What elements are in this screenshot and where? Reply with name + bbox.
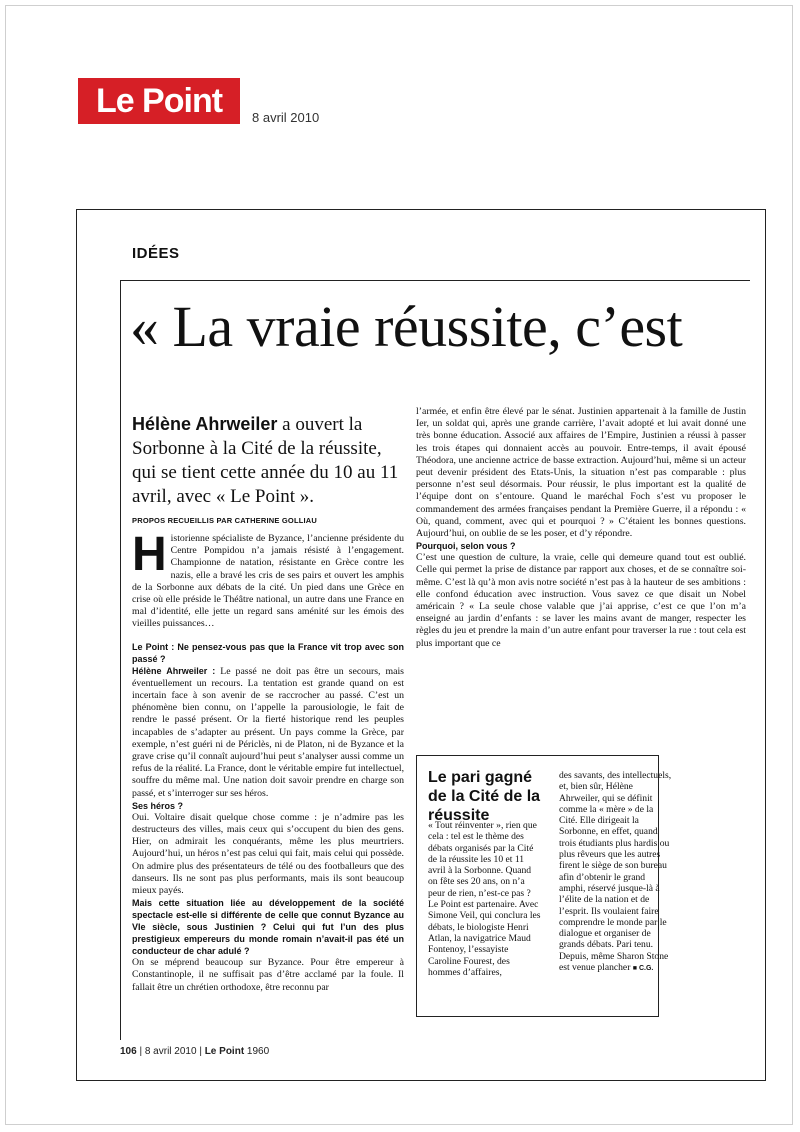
article-column-right — [416, 406, 746, 650]
headline: « La vraie réussite, c’est — [130, 294, 683, 359]
answer-3-continued: l’armée, et enfin être élevé par le sénat. Justinien appartenait à la famille de Justin Ier, un soldat qui, après une grande carrière, l’avait adopté et lui avait donné une très bonne éducation. Associé aux affaires de l’Empire, Justinien a réussi à passer les trois étapes qui donnaient accès au pouvoir. Entre-temps, il avait épousé Théodora, une ancienne actrice de basse extraction. Aujourd’hui, même si un acteur peut devenir président des Etats-Unis, la situation n’est pas comparable : plus personne n’est seul désormais. Pour réussir, le plus important est la qualité de l’équipe dont on s’entoure. Quand le maréchal Foch s’est vu proposer le commandement des armées françaises pendant la Première Guerre, il a répondu : « Où, quand, comment, avec qui et pourquoi ? » C’étaient les bonnes questions. Aujourd’hui, on oublie de se les poser, et d’y répondre. — [416, 406, 746, 540]
lead-name: Hélène Ahrweiler — [132, 414, 278, 434]
answer-4: C’est une question de culture, la vraie, celle qui demeure quand tout est oublié. Celle qui permet la prise de distance par rapport aux choses, et de se connaître soi-même. C’est là qu’à mon avis notre société n’est pas à la hauteur de ses ambitions : elle confond éducation avec instruction. Vous savez ce que disait un Nobel américain ? « La seule chose valable que j’ai apprise, c’est ce que l’on m’a enseigné au jardin d’enfants : se laver les mains avant de manger, respecter les règles du jeu et prendre la main d’un autre enfant pour traverser la rue : tout cela est plus important que ce — [416, 552, 746, 649]
answer-2: Oui. Voltaire disait quelque chose comme : je n’admire pas les destructeurs des villes, mais ceux qui s’occupent du bien des gens. Hier, on admirait les conquérants, même les plus meurtriers. Aujourd’hui, un héros n’est pas celui qui fait, mais celui qui possède. On admire plus des présentateurs de télé ou des footballeurs que des danseurs. Ils ne sont pas plus performants, mais ils sont beaucoup mieux payés. — [132, 811, 404, 897]
question-4: Pourquoi, selon vous ? — [416, 541, 516, 552]
article-column-left — [132, 533, 404, 994]
column-rule — [120, 280, 121, 1040]
le-point-logo: Le Point — [78, 78, 240, 124]
intro-text: istorienne spécialiste de Byzance, l’ancienne présidente du Centre Pompidou n’a jamais résisté à l’engagement. Championne de natation, résistante en Grèce contre les nazis, elle a bravé les cris de ses pairs et ouvert les amphis de la Sorbonne aux débats de la cité. Un pied dans une Grèce en crise où elle préside le Théâtre national, un autre dans une France en mal d’identité, elle jette un regard sans aménité sur les émois des vieilles puissances… — [132, 533, 404, 630]
sidebar-column-2-text: des savants, des intellectuels, et, bien sûr, Hélène Ahrweiler, qui se définit comme la « mère » de la Cité. Elle dirigeait la Sorbonne, en effet, quand trois étudiants plus hardis ou plus rêveurs que les autres firent le siège de son bureau afin d’obtenir le grand amphi, réservé jusque-là à l’élite de la nation et de l’esprit. Ils voulaient faire comprendre le monde par le dialogue et organiser de grands débats. Pari tenu. Depuis, même Sharon Stone est venue plancher — [559, 770, 672, 974]
lead-paragraph — [132, 412, 404, 509]
sidebar-title: Le pari gagné de la Cité de la réussite — [428, 769, 541, 824]
section-label: IDÉES — [132, 245, 180, 262]
answer-1-text: Le passé ne doit pas être un secours, mais éventuellement un recours. La tentation est grande quand on est incertain face à son avenir de se raccrocher au passé. C’est un phénomène bien connu, on l’appelle la parousiologie, le fait de rendre le passé présent. Or la fierté historique rend les peuples incapables de s’adapter au présent. Un pays comme la Grèce, par exemple, n’est guéri ni de Périclès, ni de Platon, ni de Byzance et la grave crise qu’il connaît aujourd’hui peut s’analyser aussi comme un refus de la réalité. La France, dont le véritable empire fut intellectuel, souffre du même mal. Une nation doit savoir prendre en charge son passé, et s’interroger sur ses héros. — [132, 665, 405, 799]
answer-1 — [132, 665, 404, 800]
page-footer — [120, 1046, 269, 1057]
headline-rule — [120, 280, 750, 281]
footer-date: | 8 avril 2010 | — [136, 1046, 205, 1057]
byline-credit: PROPOS RECUEILLIS PAR CATHERINE GOLLIAU — [132, 516, 318, 525]
sidebar-column-1: « Tout réinventer », rien que cela : tel est le thème des débats organisés par la Cité de la réussite les 10 et 11 avril à la Sorbonne. Quand on fête ses 20 ans, on n’a peur de rien, n’est-ce pas ? Le Point est partenaire. Avec Simone Veil, qui conclura les débats, le biologiste Henri Atlan, la navigatrice Maud Fontenoy, l’essayiste Caroline Fourest, des hommes d’affaires, — [428, 820, 541, 978]
question-1: Le Point : Ne pensez-vous pas que la France vit trop avec son passé ? — [132, 641, 404, 664]
footer-magazine: Le Point — [204, 1046, 245, 1057]
footer-issue: 1960 — [244, 1046, 270, 1057]
answer-speaker: Hélène Ahrweiler : — [132, 665, 216, 676]
intro-paragraph — [132, 533, 404, 631]
question-2: Ses héros ? — [132, 800, 184, 811]
answer-3-start: On se méprend beaucoup sur Byzance. Pour être empereur à Constantinople, il ne suffisait pas d’être acclamé par la foule. Il fallait être un chrétien orthodoxe, être reconnu par — [132, 957, 404, 993]
drop-cap: H — [132, 533, 167, 581]
lead-text: a ouvert la Sorbonne à la Cité de la réussite, qui se tient cette année du 10 au 11 avril, avec « Le Point ». — [132, 414, 399, 507]
publication-date: 8 avril 2010 — [252, 110, 320, 125]
sidebar-column-2 — [559, 770, 673, 974]
sidebar-signature: ■ C.G. — [632, 965, 654, 973]
question-3: Mais cette situation liée au développement de la société spectacle est-elle si différente de celle que connut Byzance au VIe siècle, sous Justinien ? Celui qui fut l’un des plus prestigieux empereurs du monde romain n’avait-il pas été un conducteur de char adulé ? — [132, 898, 404, 957]
page-number: 106 — [120, 1046, 137, 1057]
